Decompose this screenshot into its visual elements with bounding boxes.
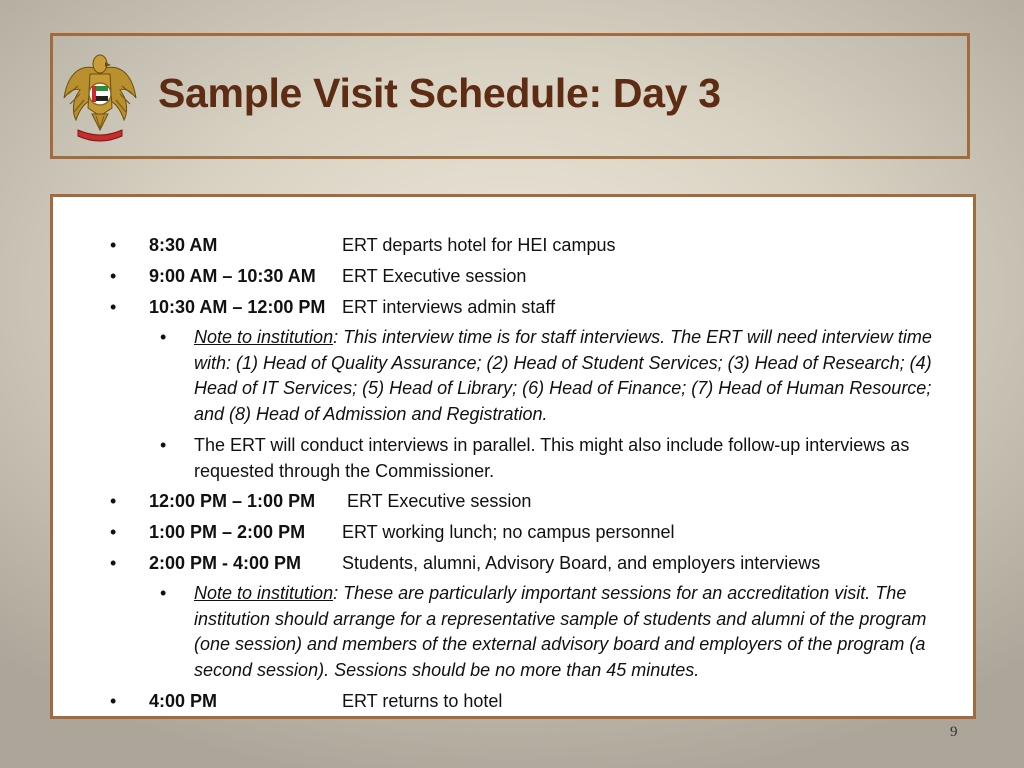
bullet: • [110, 297, 117, 317]
bullet: • [110, 522, 117, 542]
schedule-desc: ERT Executive session [342, 266, 527, 286]
schedule-desc: ERT working lunch; no campus personnel [342, 522, 675, 542]
schedule-time: 10:30 AM – 12:00 PM [149, 297, 326, 317]
schedule-time: 2:00 PM - 4:00 PM [149, 553, 302, 573]
bullet: • [110, 691, 117, 711]
schedule-time: 12:00 PM – 1:00 PM [149, 491, 316, 511]
note-body: : These are particularly important sessions for an accreditation visit. The institution should arrange for a representative sample of students and alumni of the program (one session) and members of the external advisory board and employers of the program (a second session). Sessions should be no more than 45 minutes. [194, 583, 927, 680]
note-text: The ERT will conduct interviews in parallel. This might also include follow-up interviews as requested through the Commissioner. [194, 435, 910, 481]
bullet: • [110, 235, 117, 255]
schedule-desc: ERT returns to hotel [342, 691, 503, 711]
note-label: Note to institution [194, 583, 334, 603]
note-text [194, 325, 954, 427]
page-number: 9 [950, 724, 958, 740]
bullet: • [160, 435, 167, 455]
schedule-desc: Students, alumni, Advisory Board, and employers interviews [342, 553, 821, 573]
bullet: • [110, 491, 117, 511]
schedule-desc: ERT interviews admin staff [342, 297, 556, 317]
schedule-time: 4:00 PM [149, 691, 218, 711]
schedule-time: 9:00 AM – 10:30 AM [149, 266, 316, 286]
falcon-emblem-icon [62, 50, 138, 146]
bullet: • [110, 553, 117, 573]
schedule-time: 1:00 PM – 2:00 PM [149, 522, 306, 542]
schedule-desc: ERT Executive session [347, 491, 532, 511]
bullet: • [110, 266, 117, 286]
schedule-time: 8:30 AM [149, 235, 218, 255]
note-text [194, 581, 954, 683]
note-body: : This interview time is for staff interviews. The ERT will need interview time with: (1) Head of Quality Assurance; (2) Head of Student Services; (3) Head of Research; (4) Head of IT Services; (5) Head of Library; (6) Head of Finance; (7) Head of Human Resource; and (8) Head of Admission and Registration. [194, 327, 932, 424]
bullet: • [160, 583, 167, 603]
note-label: Note to institution [194, 327, 334, 347]
bullet: • [160, 327, 167, 347]
schedule-desc: ERT departs hotel for HEI campus [342, 235, 616, 255]
slide-title: Sample Visit Schedule: Day 3 [158, 70, 721, 116]
